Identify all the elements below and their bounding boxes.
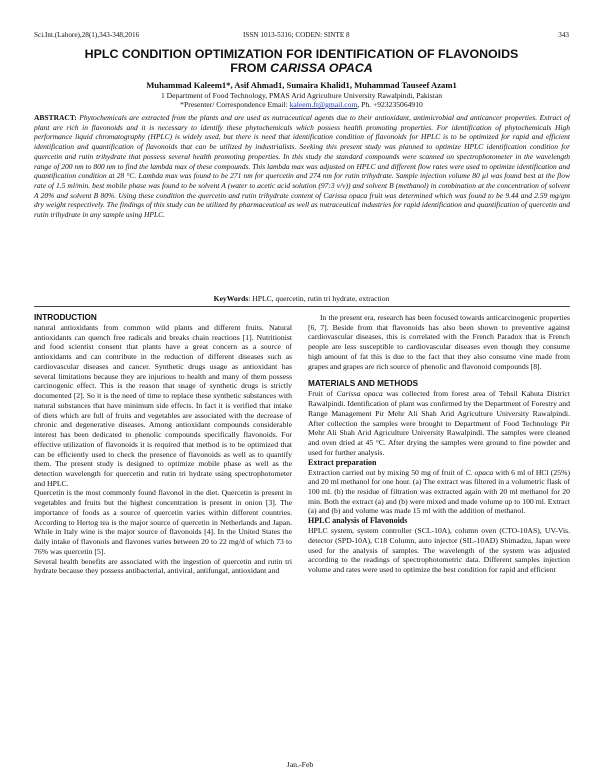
extract-p-end: with 6 ml of HCl (25%) and 20 ml methanol for one hour. (a) The extract was filtered in a volumetric flask of 100 ml. (b) the residue of filtration was extracted again with 20 ml methanol for 20 min. Both the extract (a) and (b) were mixed and made volume up to 100 ml. Extract (a) and (b) and volume was made 15 ml with the addition of methanol. (308, 467, 570, 516)
abstract (34, 113, 570, 220)
methods-p1-end: was collected from forest area of Tehsil Kahuta District Rawalpindi. Identification of plant was confirmed by the Department of Forestry and Range Management Pir Mehr Ali Shah Arid Agriculture University Rawalpindi. After collection the samples were brought to Department of Food Technology Pir Mehr Ali Shah Arid Agriculture University Rawalpindi. The samples were cleaned and oven dried at 45 °C. After drying the samples were ground to fine powder and used for further analysis. (308, 389, 570, 457)
extract-paragraph (308, 468, 570, 517)
hplc-heading: HPLC analysis of Flavonoids (308, 516, 408, 526)
intro-paragraph-2: Quercetin is the most commonly found flavonol in the diet. Quercetin is present in vegetables and fruits but the highest concentration is present in onion [3]. The importance of foods as a source of quercetin varies within different countries. According to Hertog tea is the major source of quercetin in Netherlands and Japan. While in Italy wine is the major source of flavonoids [4]. In the United States the daily intake of flavonols and flavones varies between 20 to 22 mg/d of which 73 to 76% was quercetin [5]. (34, 488, 292, 556)
title-line-2 (34, 61, 569, 75)
correspondence (34, 100, 569, 109)
hplc-paragraph: HPLC system, system controller (SCL-10A), column oven (CTO-10AS), UV-Vis. detector (SPD-10A), C18 Column, auto injector (SIL-10AD) Shimadzu, Japan were used for the analysis of samples. The wavelength of the system was adjusted according to the readings of spectrophotometric data. Different samples injection volume and rates were used to optimize the best condition for rapid and efficient (308, 526, 570, 575)
introduction-heading: INTRODUCTION (34, 313, 97, 322)
correspondence-prefix: *Presenter/ Correspondence Email: (180, 100, 290, 109)
methods-paragraph-1 (308, 389, 570, 457)
intro-paragraph-1: natural antioxidants from common wild plants and different fruits. Natural antioxidants can quench free radicals and breaks chain reactions [1]. Nutritionist and food scientist consent that plants have a great concern as a source of antioxidants and can contribute in the reduction of different diseases such as cardiovascular diseases and cancer. Synthetic drugs usage as antioxidant has several limitations because they are injurious to health and many of them possess carcinogenic effect. This is the reason that usage of synthetic drugs is strictly documented [2]. So it is the need of time to replace these synthetic substances with natural substances that have minimum side effects. In fact it is verified that intake of diets which are full of fruits and vegetables are associated with the decrease of chronic and degenerative diseases. Among antioxidant compounds considerable interest has been dedicated to phenolic compounds specifically flavonoids. For effective utilization of flavonoids it is required that method is to be optimized that can be efficiently used to check the presence of flavonoids as well as to quantify them. The present study is designed to optimize mobile phase as well as the detection wavelength for quercetin and rutin tri hydrate using spectrophotometer and HPLC. (34, 323, 292, 488)
title-from: FROM (230, 61, 271, 75)
intro-paragraph-4: In the present era, research has been focused towards anticarcinogenic properties [6, 7]. Beside from that flavonoids has also been shown to preventive against cardiovascular diseases, this is correlated with the French Paradox that is French people are less susceptible to cardiovascular diseases even though they consume high amount of fat this is due to the fact that they also consume vine made from grapes and grapes are rich source of phenolic and flavonoid compounds [8]. (308, 313, 570, 371)
affiliation: 1 Department of Food Technology, PMAS Arid Agriculture University Rawalpindi, Pakistan (160, 91, 443, 100)
page-number: 343 (558, 31, 569, 39)
journal-citation: Sci.Int.(Lahore),28(1),343-348,2016 (34, 31, 140, 39)
paper-title (34, 47, 569, 75)
title-line-1: HPLC CONDITION OPTIMIZATION FOR IDENTIFICATION OF FLAVONOIDS (84, 47, 519, 61)
spacer (308, 371, 570, 379)
right-column (308, 313, 570, 761)
author-list: Muhammad Kaleem1*, Asif Ahmad1, Sumaira Khalid1, Muhammad Tauseef Azam1 (146, 80, 457, 90)
page-footer: Jan.-Feb (286, 760, 314, 769)
intro-paragraph-3: Several health benefits are associated with the ingestion of quercetin and rutin tri hydrate because they possess antibacterial, antiviral, antifungal, antioxidant and (34, 556, 292, 576)
left-column (34, 313, 292, 761)
methods-p1-species: Carissa opaca (336, 389, 383, 399)
keywords (34, 294, 569, 304)
phone-text: , Ph. +923235064910 (357, 100, 423, 109)
extract-p-species: C. opaca (465, 467, 494, 477)
extract-heading: Extract preparation (308, 457, 377, 467)
section-divider (34, 306, 570, 307)
email-link[interactable]: kaleem.ft@gmail.com (289, 100, 358, 109)
abstract-text: Phytochemicals are extracted from the plants and are used as nutraceutical agents due to their antioxidant, antimicrobial and anticancer properties. Extract of plant are rich in flavonoids and it is necessary to identify these phytochemicals which possess health promoting properties. For identification of phytochemicals High performance liquid chromatography (HPLC) is widely used, but there is need that identification condition of flavonoids for HPLC is to be optimized for rapid and efficient identification and quantification of flavonoids that can be utilized by industrialists. Seeking this present study was planned to optimize HPLC identification condition for quercetin and rutin trihydrate that possess several health promoting properties. In this study the standard compounds were scanned on spectrophotometer in the wavelength range of 200 nm to 800 nm to find the lambda max of these compounds. This lambda max was adjusted on HPLC and different flow rates were used to optimize identification and quantification condition at 28 °C. Lambda max was found to be 271 nm for quercetin and 274 nm for rutin trihydrate. Sample injection volume 80 µl was found best at the flow rate of 1.5 ml/min. best mobile phase was found to be solvent A (water to acetic acid solution (97:3 v/v)) and solvent B (methanol) in combination at the concentration of solvent A 20% and solvent B 80%. Using these condition the quercetin and rutin trihydrate content of Carissa opaca fruit was determined which was found to be 9.44 and 2.59 mg/gm dry weight respectively. The findings of this study can be utilized by pharmaceutical as well as nutraceutical industries for rapid identification and quantification of quercetin and rutin trihydrate in any sample using HPLC. (34, 113, 570, 220)
abstract-label: ABSTRACT: (34, 113, 77, 122)
title-species: CARISSA OPACA (270, 61, 373, 75)
methods-p1-start: Fruit of (308, 389, 337, 399)
methods-heading: MATERIALS AND METHODS (308, 379, 419, 389)
keywords-text: : HPLC, quercetin, rutin tri hydrate, extraction (248, 294, 390, 303)
running-header (34, 31, 569, 43)
issn-coden: ISSN 1013-5316; CODEN: SINTE 8 (243, 31, 350, 39)
keywords-label: KeyWords (213, 294, 249, 303)
extract-p-start: Extraction carried out by mixing 50 mg of fruit of (308, 467, 466, 477)
